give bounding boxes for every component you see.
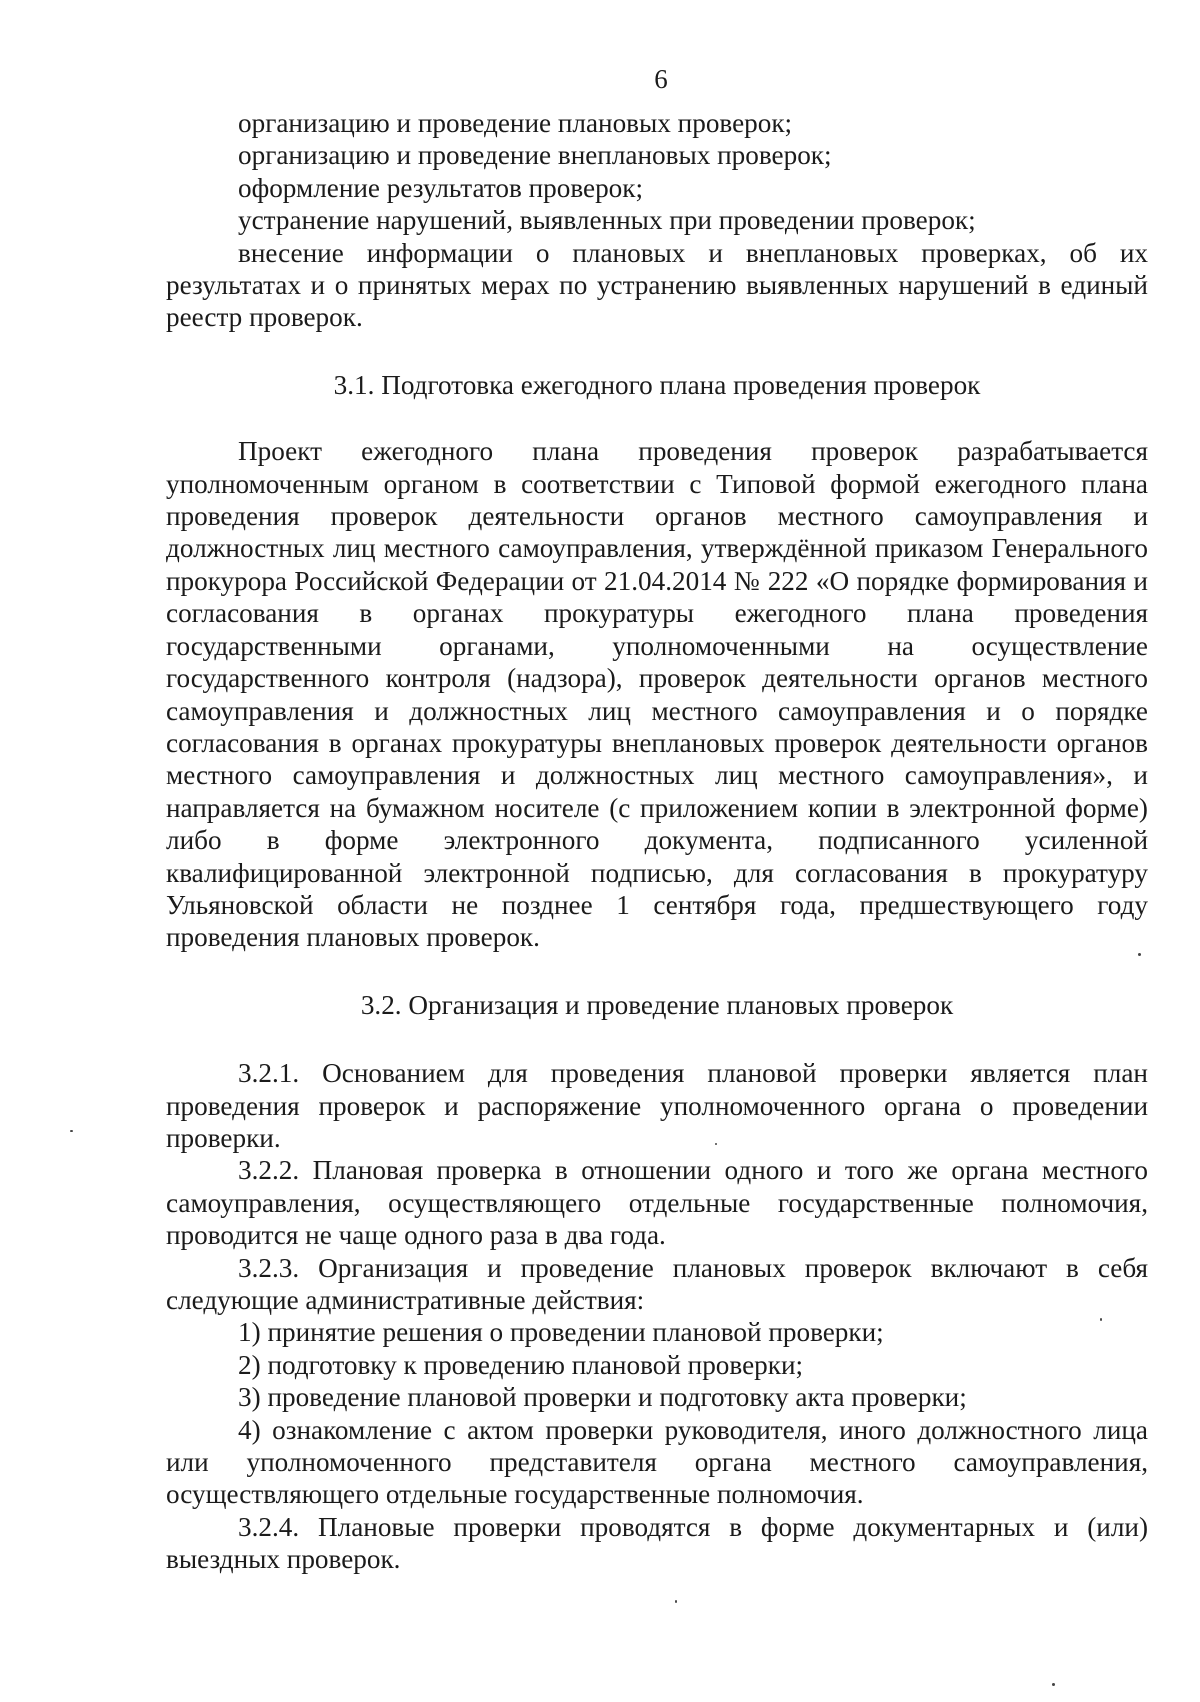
intro-list-item: организацию и проведение плановых проверок;	[238, 108, 793, 138]
action-list-item: 4) ознакомление с актом проверки руководителя, иного должностного лица или уполномоченного представителя органа местного самоуправления, осуществляющего отдельные государственные полномочия.	[166, 1414, 1148, 1510]
intro-list-item: оформление результатов проверок;	[238, 172, 644, 203]
section-3-1-heading: 3.1. Подготовка ежегодного плана проведения проверок	[333, 369, 981, 400]
paragraph-3-2-2: 3.2.2. Плановая проверка в отношении одного и того же органа местного самоуправления, осуществляющего отдельные государственные полномочия, проводится не чаще одного раза в два года.	[166, 1155, 1148, 1251]
scan-speck	[1052, 1683, 1055, 1686]
action-list-item: 2) подготовку к проведению плановой проверки;	[238, 1349, 804, 1380]
intro-list-item: устранение нарушений, выявленных при проведении проверок;	[238, 205, 976, 236]
scan-speck	[675, 1600, 677, 1603]
action-list-item: 3) проведение плановой проверки и подготовку акта проверки;	[238, 1382, 967, 1413]
page-number: 6	[654, 64, 668, 94]
scan-speck	[1100, 1318, 1102, 1321]
paragraph-3-2-1: 3.2.1. Основанием для проведения плановой проверки является план проведения проверок и распоряжение уполномоченного органа о проведении проверки.	[166, 1058, 1148, 1153]
action-list-item: 1) принятие решения о проведении плановой проверки;	[238, 1317, 884, 1348]
intro-paragraph: внесение информации о плановых и внеплановых проверках, об их результатах и о принятых мерах по устранению выявленных нарушений в единый реестр проверок.	[166, 237, 1148, 333]
document-body	[166, 107, 1148, 1576]
section-3-2-heading: 3.2. Организация и проведение плановых проверок	[360, 989, 954, 1020]
scan-speck	[715, 1143, 717, 1145]
scan-speck	[1138, 953, 1141, 956]
intro-list-item: организацию и проведение внеплановых проверок;	[238, 140, 832, 171]
paragraph-3-2-4: 3.2.4. Плановые проверки проводятся в форме документарных и (или) выездных проверок.	[166, 1511, 1148, 1575]
section-3-1-paragraph: Проект ежегодного плана проведения проверок разрабатывается уполномоченным органом в соответствии с Типовой формой ежегодного плана проведения проверок деятельности органов местного самоуправления и должностных лиц местного самоуправления, утверждённой приказом Генерального прокурора Российской Федерации от 21.04.2014 № 222 «О порядке формирования и согласования в органах прокуратуры ежегодного плана проведения государственными органами, уполномоченными на осуществление государственного контроля (надзора), проверок деятельности органов местного самоуправления и должностных лиц местного самоуправления и о порядке согласования в органах прокуратуры внеплановых проверок деятельности органов местного самоуправления и должностных лиц местного самоуправления», и направляется на бумажном носителе (с приложением копии в электронной форме) либо в форме электронного документа, подписанного усиленной квалифицированной электронной подписью, для согласования в прокуратуру Ульяновской области не позднее 1 сентября года, предшествующего году проведения плановых проверок.	[166, 436, 1148, 953]
paragraph-3-2-3: 3.2.3. Организация и проведение плановых проверок включают в себя следующие административные действия:	[166, 1252, 1148, 1315]
scan-speck	[70, 1130, 73, 1132]
